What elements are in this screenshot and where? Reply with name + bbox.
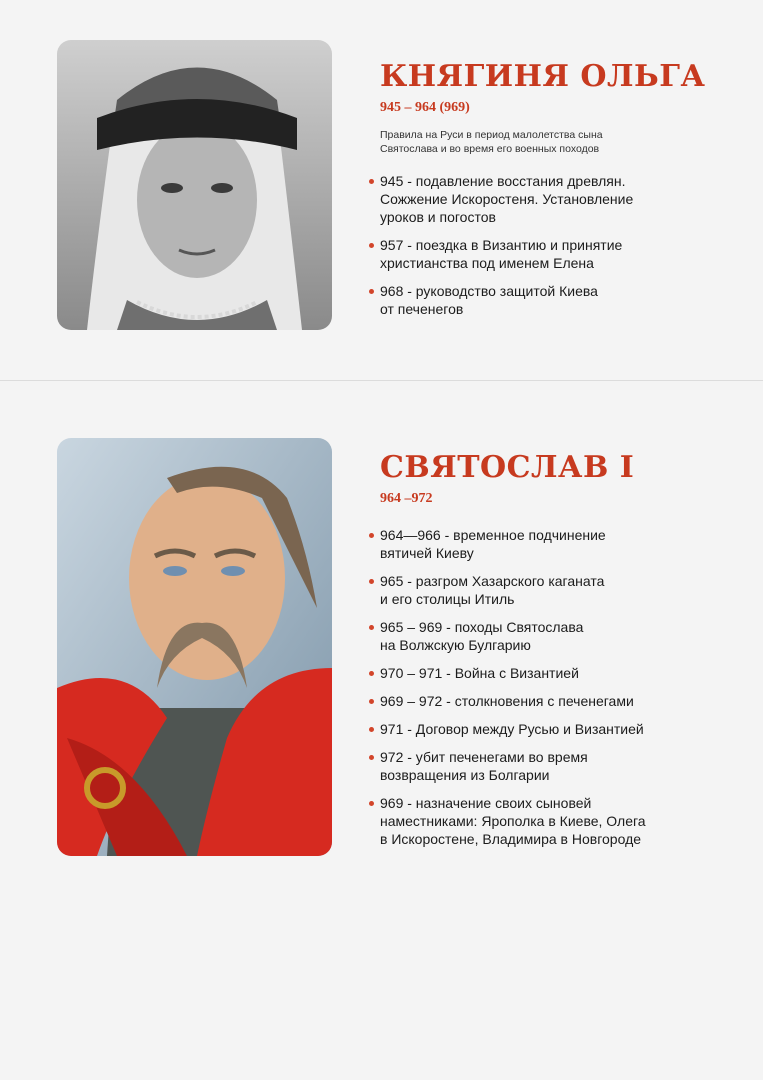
bullet-icon	[369, 801, 374, 806]
bullet-icon	[369, 755, 374, 760]
list-item	[380, 748, 710, 784]
olga-subtitle-line2: Святослава и во время его военных походов	[380, 143, 600, 155]
list-item	[380, 664, 710, 682]
list-item	[380, 572, 710, 608]
svyatoslav-dates: 964 –972	[380, 491, 433, 506]
list-item	[380, 692, 710, 710]
list-item	[380, 720, 710, 738]
list-item	[380, 282, 710, 318]
event-text: 965 - разгром Хазарского каганата и его столицы Итиль	[380, 573, 605, 607]
list-item	[380, 794, 710, 848]
event-text: 964—966 - временное подчинение вятичей Киеву	[380, 527, 606, 561]
bullet-icon	[369, 243, 374, 248]
bullet-icon	[369, 579, 374, 584]
list-item	[380, 236, 710, 272]
event-text: 972 - убит печенегами во время возвращения из Болгарии	[380, 749, 588, 783]
bullet-icon	[369, 179, 374, 184]
bullet-icon	[369, 699, 374, 704]
bullet-icon	[369, 727, 374, 732]
bullet-icon	[369, 289, 374, 294]
list-item	[380, 618, 710, 654]
event-text: 969 – 972 - столкновения с печенегами	[380, 693, 634, 709]
bullet-icon	[369, 533, 374, 538]
event-text: 945 - подавление восстания древлян. Сожжение Искоростеня. Установление уроков и погостов	[380, 173, 634, 225]
olga-text	[380, 59, 710, 318]
event-text: 970 – 971 - Война с Византией	[380, 665, 579, 681]
olga-subtitle	[380, 128, 710, 156]
olga-name: КНЯГИНЯ ОЛЬГА	[380, 59, 706, 94]
bullet-icon	[369, 625, 374, 630]
svyatoslav-events	[380, 526, 710, 848]
olga-portrait	[57, 40, 332, 330]
olga-subtitle-line1: Правила на Руси в период малолетства сына	[380, 129, 603, 141]
list-item	[380, 172, 710, 226]
event-text: 971 - Договор между Русью и Византией	[380, 721, 644, 737]
list-item	[380, 526, 710, 562]
olga-events	[380, 172, 710, 318]
svyatoslav-text	[380, 450, 710, 848]
svyatoslav-portrait	[57, 438, 332, 856]
bullet-icon	[369, 671, 374, 676]
event-text: 965 – 969 - походы Святослава на Волжскую Булгарию	[380, 619, 584, 653]
event-text: 968 - руководство защитой Киева от печенегов	[380, 283, 598, 317]
svyatoslav-name: СВЯТОСЛАВ I	[380, 450, 635, 485]
event-text: 969 - назначение своих сыновей наместниками: Ярополка в Киеве, Олега в Искоростене, Владимира в Новгороде	[380, 795, 646, 847]
olga-dates: 945 – 964 (969)	[380, 100, 470, 115]
event-text: 957 - поездка в Византию и принятие христианства под именем Елена	[380, 237, 623, 271]
